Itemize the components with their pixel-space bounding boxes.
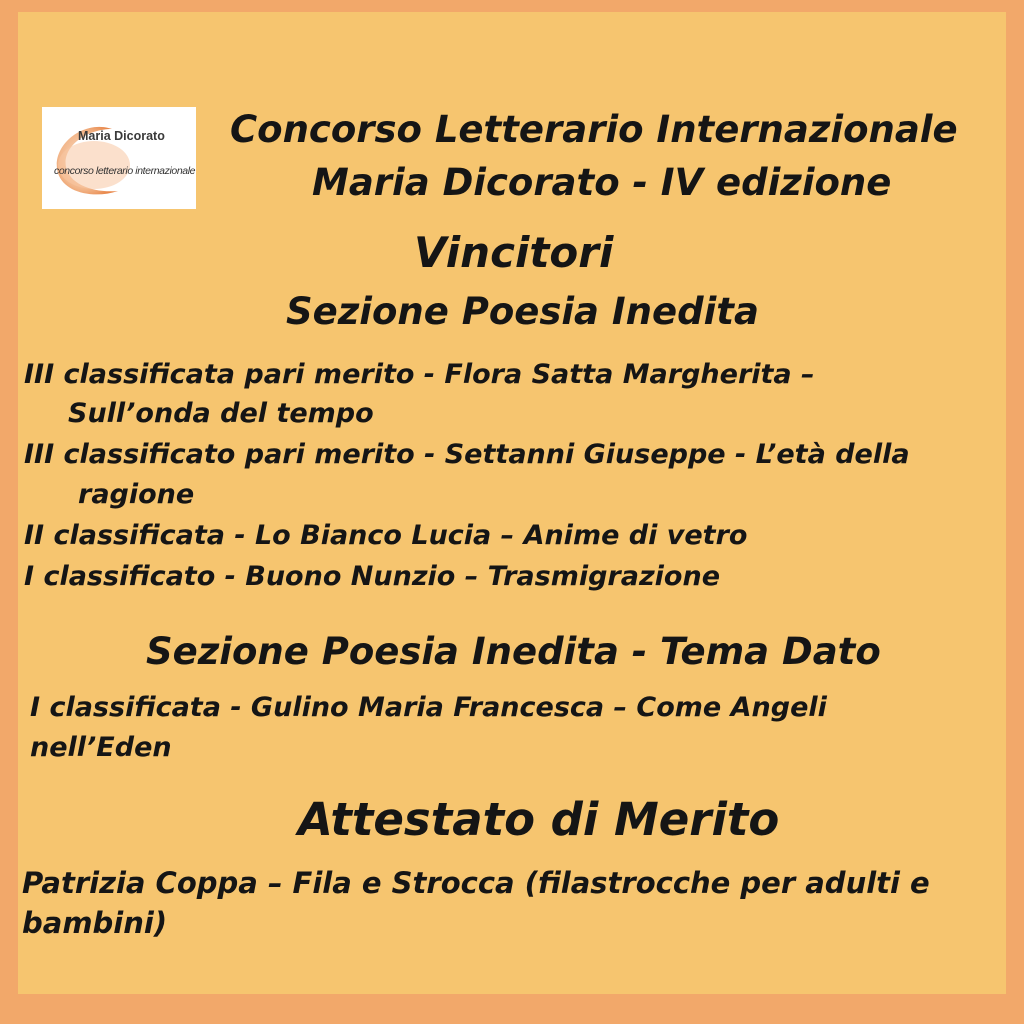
contest-logo <box>42 107 196 209</box>
attestato-heading: Attestato di Merito <box>298 793 780 846</box>
winner-entry: III classificata pari merito - Flora Satta Margherita – <box>24 359 815 390</box>
logo-subtitle: concorso letterario internazionale <box>54 165 196 177</box>
winners-heading: Vincitori <box>414 228 614 277</box>
title-line-1: Concorso Letterario Internazionale <box>230 108 958 151</box>
winner-entry: I classificato - Buono Nunzio – Trasmigrazione <box>24 561 721 592</box>
logo-swoosh-icon <box>42 107 196 209</box>
winner-entry: I classificata - Gulino Maria Francesca – Come Angeli <box>30 692 827 723</box>
attestato-entry: Patrizia Coppa – Fila e Strocca (filastrocche per adulti e <box>22 866 930 900</box>
attestato-entry-continuation: bambini) <box>22 906 168 940</box>
winner-entry-continuation: ragione <box>78 479 195 510</box>
winner-entry: III classificato pari merito - Settanni Giuseppe - L’età della <box>24 439 910 470</box>
section-tema-dato-heading: Sezione Poesia Inedita - Tema Dato <box>146 630 881 673</box>
logo-name: Maria Dicorato <box>78 129 165 143</box>
winner-entry-continuation: Sull’onda del tempo <box>68 398 374 429</box>
winner-entry-continuation: nell’Eden <box>30 732 172 763</box>
section-poesia-inedita-heading: Sezione Poesia Inedita <box>286 290 759 333</box>
title-line-2: Maria Dicorato - IV edizione <box>312 161 892 204</box>
winner-entry: II classificata - Lo Bianco Lucia – Anime di vetro <box>24 520 748 551</box>
